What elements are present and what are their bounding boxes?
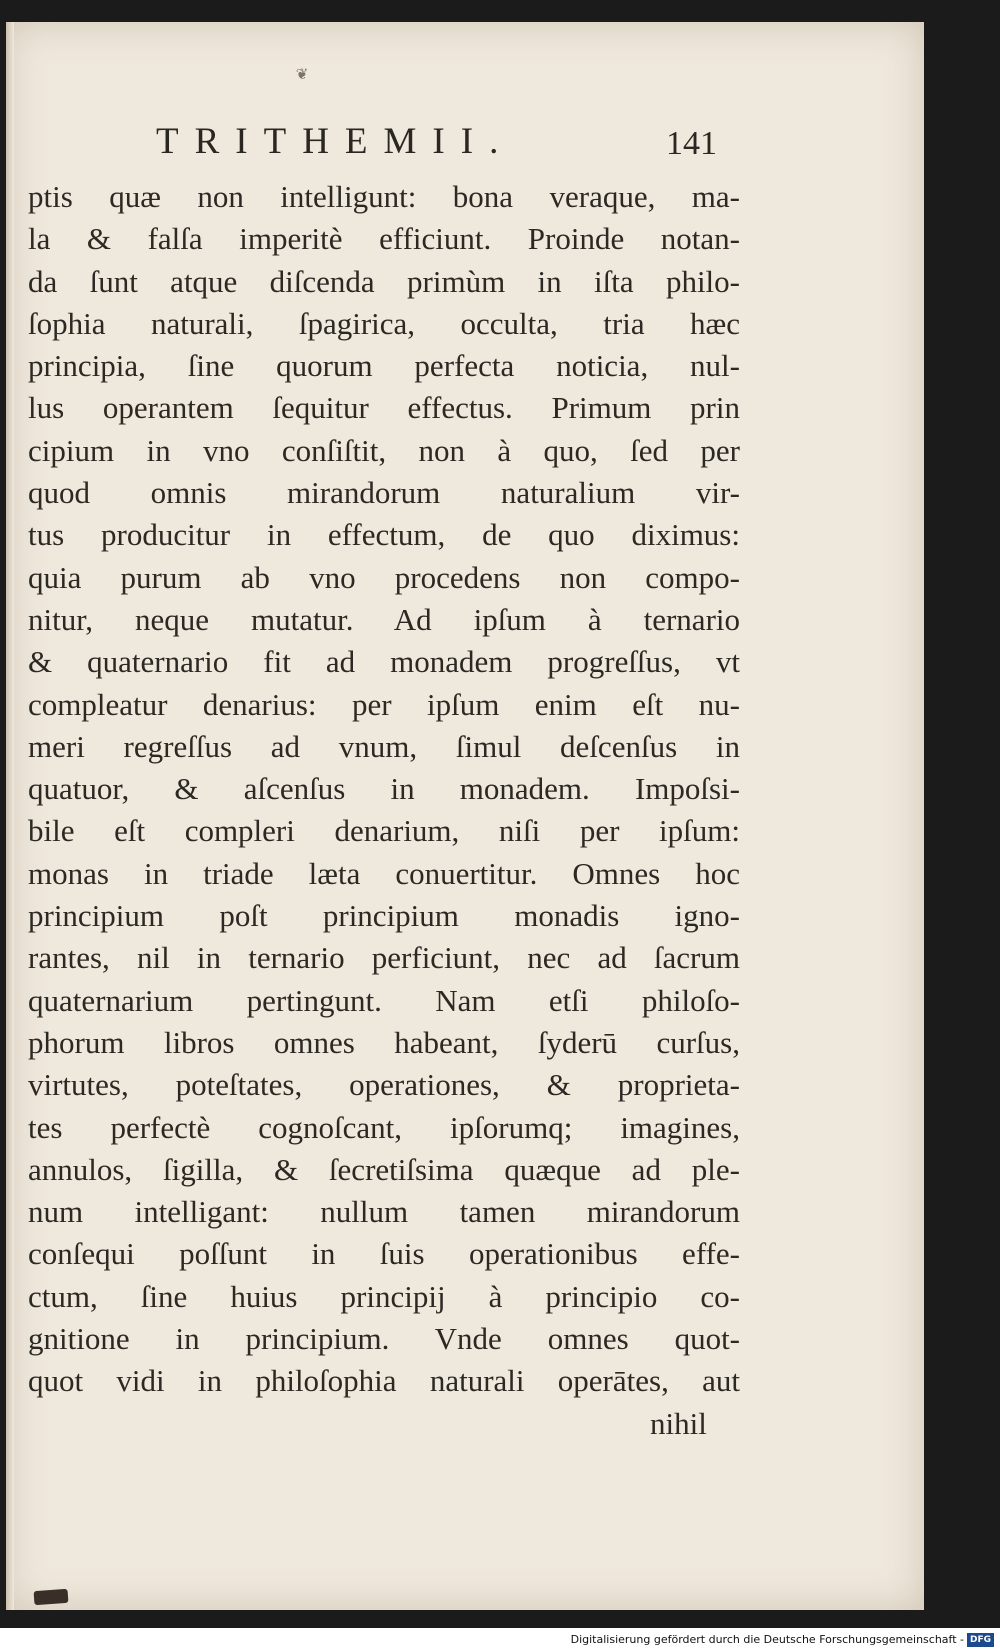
text-line: virtutes, poteſtates, operationes, & proprieta- [28,1067,740,1103]
text-line: ſophia naturali, ſpagirica, occulta, tria hæc [28,305,740,341]
text-line: da ſunt atque diſcenda primùm in iſta philo- [28,263,740,299]
text-line: conſequi poſſunt in ſuis operationibus effe- [28,1236,740,1272]
text-line: cipium in vno conſiſtit, non à quo, ſed per [28,432,740,468]
text-line: ptis quæ non intelligunt: bona veraque, ma- [28,179,740,214]
text-line: meri regreſſus ad vnum, ſimul deſcenſus in [28,728,740,764]
text-line: bile eſt compleri denarium, niſi per ipſum: [28,813,740,849]
running-head: TRITHEMII. [156,121,515,162]
text-line: tes perfectè cognoſcant, ipſorumq; imagines, [28,1109,740,1145]
text-line: rantes, nil in ternario perficiunt, nec ad ſacrum [28,940,740,976]
page-edge [6,22,14,1610]
text-line: annulos, ſigilla, & ſecretiſsima quæque ad ple- [28,1151,740,1187]
text-line: tus producitur in effectum, de quo diximus: [28,517,740,553]
funding-credit: Digitalisierung gefördert durch die Deutsche Forschungsgemeinschaft - [570,1633,964,1646]
text-line: num intelligant: nullum tamen mirandorum [28,1194,740,1230]
text-line: quot vidi in philoſophia naturali operātes, aut [28,1363,740,1399]
ink-mark [34,1589,69,1605]
text-line: ctum, ſine huius principij à principio co- [28,1278,740,1314]
text-line: lus operantem ſequitur effectus. Primum prin [28,390,740,426]
footer-bar [0,1628,1000,1652]
ornament-icon: ❦ [295,65,309,83]
dfg-logo[interactable]: DFG [967,1633,994,1647]
text-line: quia purum ab vno procedens non compo- [28,559,740,595]
text-line: compleatur denarius: per ipſum enim eſt nu- [28,686,740,722]
text-line: principia, ſine quorum perfecta noticia, nul- [28,348,740,384]
text-line: monas in triade læta conuertitur. Omnes hoc [28,855,740,891]
book-page [6,22,924,1610]
text-line: phorum libros omnes habeant, ſyderū curſus, [28,1024,740,1060]
text-line: & quaternario fit ad monadem progreſſus, vt [28,644,740,680]
catchword: nihil [650,1406,707,1441]
text-line: quatuor, & aſcenſus in monadem. Impoſsi- [28,771,740,807]
body-text [28,176,740,1403]
text-line: la & falſa imperitè efficiunt. Proinde notan- [28,221,740,257]
text-line: gnitione in principium. Vnde omnes quot- [28,1321,740,1357]
text-line: principium poſt principium monadis igno- [28,898,740,934]
page-number: 141 [666,125,717,162]
text-line: quaternarium pertingunt. Nam etſi philoſo- [28,982,740,1018]
text-line: nitur, neque mutatur. Ad ipſum à ternario [28,601,740,637]
text-line: quod omnis mirandorum naturalium vir- [28,475,740,511]
